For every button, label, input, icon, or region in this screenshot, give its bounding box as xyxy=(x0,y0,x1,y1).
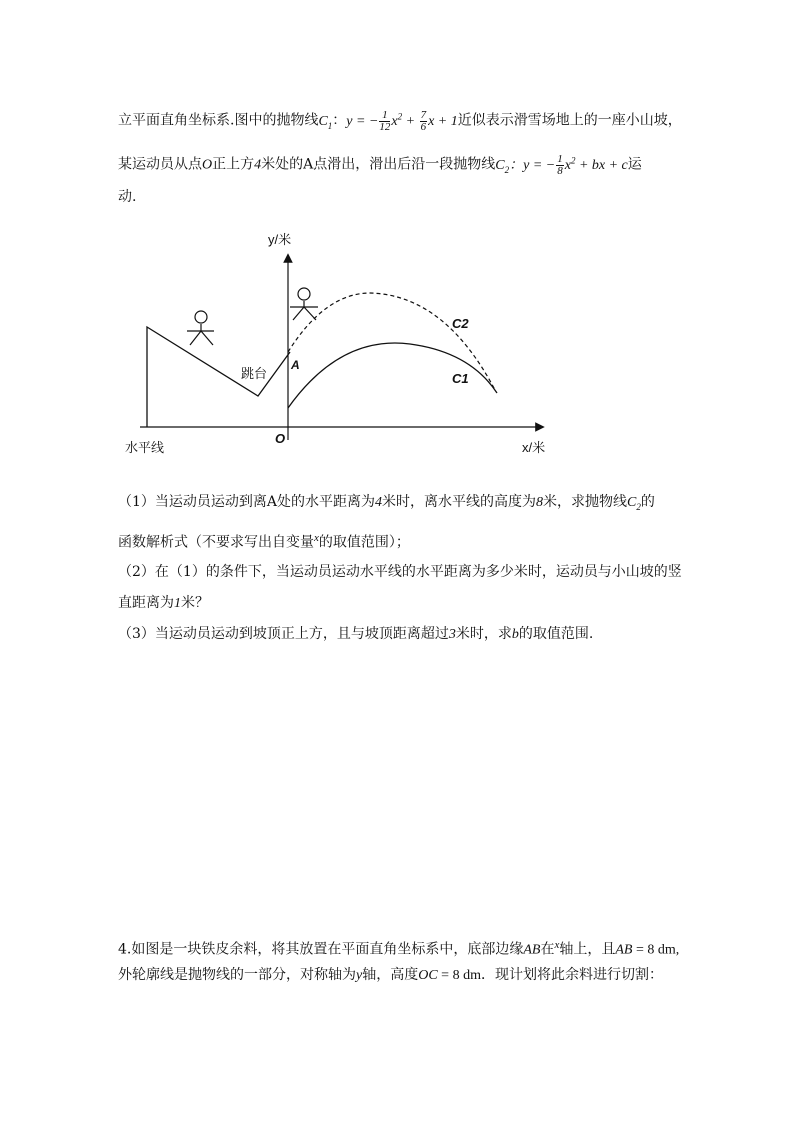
text: 运 xyxy=(627,156,642,173)
text: = 8 dm xyxy=(437,968,481,983)
hill-outline xyxy=(147,327,290,427)
text: （3）当运动员运动到坡顶正上方，且与坡顶距离超过 xyxy=(118,626,449,642)
text: 4.如图是一块铁皮余料，将其放置在平面直角坐标系中，底部边缘 xyxy=(118,941,524,958)
text: 米，求抛物线 xyxy=(543,494,628,510)
text: = 8 dm, xyxy=(632,942,680,958)
question-2-line2 xyxy=(118,593,209,614)
point-o: O xyxy=(202,157,213,173)
text: ： xyxy=(332,112,347,129)
segment-ab: AB xyxy=(615,942,633,958)
text: 的取值范围. xyxy=(518,626,594,642)
equation-c2: ：y = − $\frac{1}{8}$ $x^2$ + bx + c xyxy=(509,152,628,177)
variable-x: x xyxy=(554,939,560,951)
number: 4 xyxy=(375,495,383,510)
text: 的取值范围）； xyxy=(318,534,410,551)
c1-label: C1 xyxy=(452,371,469,386)
question-1-line2 xyxy=(118,528,410,553)
c2-label: C2 xyxy=(452,316,469,331)
question-2-line1: （2）在（1）的条件下，当运动员运动水平线的水平距离为多少米时，运动员与小山坡的竖 xyxy=(118,564,682,580)
text: 米处的 xyxy=(261,156,304,173)
text: 近似表示滑雪场地上的一座小山坡， xyxy=(457,112,682,129)
number: 1 xyxy=(174,596,181,611)
number: 4 xyxy=(254,157,262,173)
variable-x: x xyxy=(314,532,319,544)
text: 某运动员从点 xyxy=(118,156,202,173)
point-a-label: A xyxy=(291,358,300,372)
y-axis-label: y/米 xyxy=(268,232,292,247)
text: 正上方 xyxy=(212,156,255,173)
c1-symbol: $C_1$ xyxy=(318,113,333,131)
text: 点滑出，滑出后沿一段抛物线 xyxy=(313,156,496,173)
point-a: A xyxy=(303,156,314,173)
text: 直距离为 xyxy=(118,595,174,611)
segment-oc: OC xyxy=(418,968,438,983)
text: 轴上，且 xyxy=(559,941,616,958)
horizon-label: 水平线 xyxy=(125,440,165,455)
text: 轴，高度 xyxy=(362,967,419,983)
text: 米时，离水平线的高度为 xyxy=(382,494,537,510)
skier-on-hill-icon xyxy=(187,311,214,345)
problem4-line2 xyxy=(118,965,663,986)
text: 的 xyxy=(640,494,655,510)
question-1-line1 xyxy=(118,492,655,517)
x-axis-label: x/米 xyxy=(522,440,546,455)
jump-platform-label: 跳台 xyxy=(241,366,268,381)
origin-label: O xyxy=(275,431,286,446)
equation-c1: y = − $\frac{1}{12}$ $x^2$ + $\frac{7}{6}$ x + 1 xyxy=(346,108,458,133)
c2-symbol: $C_2$ xyxy=(627,495,641,512)
question-3 xyxy=(118,624,593,645)
text: 米？ xyxy=(181,595,209,611)
text: 在 xyxy=(540,941,555,958)
point-a: A xyxy=(266,494,278,510)
text: 函数解析式（不要求写出自变量 xyxy=(118,534,314,551)
variable-b: b xyxy=(511,627,519,642)
problem3-line3: 动. xyxy=(118,189,137,205)
text: 米时，求 xyxy=(455,626,512,642)
text: （1）当运动员运动到离 xyxy=(118,494,267,510)
skier-jumping-icon xyxy=(290,288,318,320)
segment-ab: AB xyxy=(523,942,541,958)
number: 8 xyxy=(536,495,544,510)
text: 外轮廓线是抛物线的一部分，对称轴为 xyxy=(118,967,356,983)
text: ．现计划将此余料进行切割： xyxy=(480,967,663,983)
text: 处的水平距离为 xyxy=(277,494,376,510)
c2-symbol: $C_2$ xyxy=(495,157,510,175)
text: 立平面直角坐标系 xyxy=(118,112,230,129)
number: 3 xyxy=(448,627,456,642)
variable-y: y xyxy=(356,968,363,983)
problem4-line1 xyxy=(118,935,679,961)
text: .图中的抛物线 xyxy=(230,112,319,129)
